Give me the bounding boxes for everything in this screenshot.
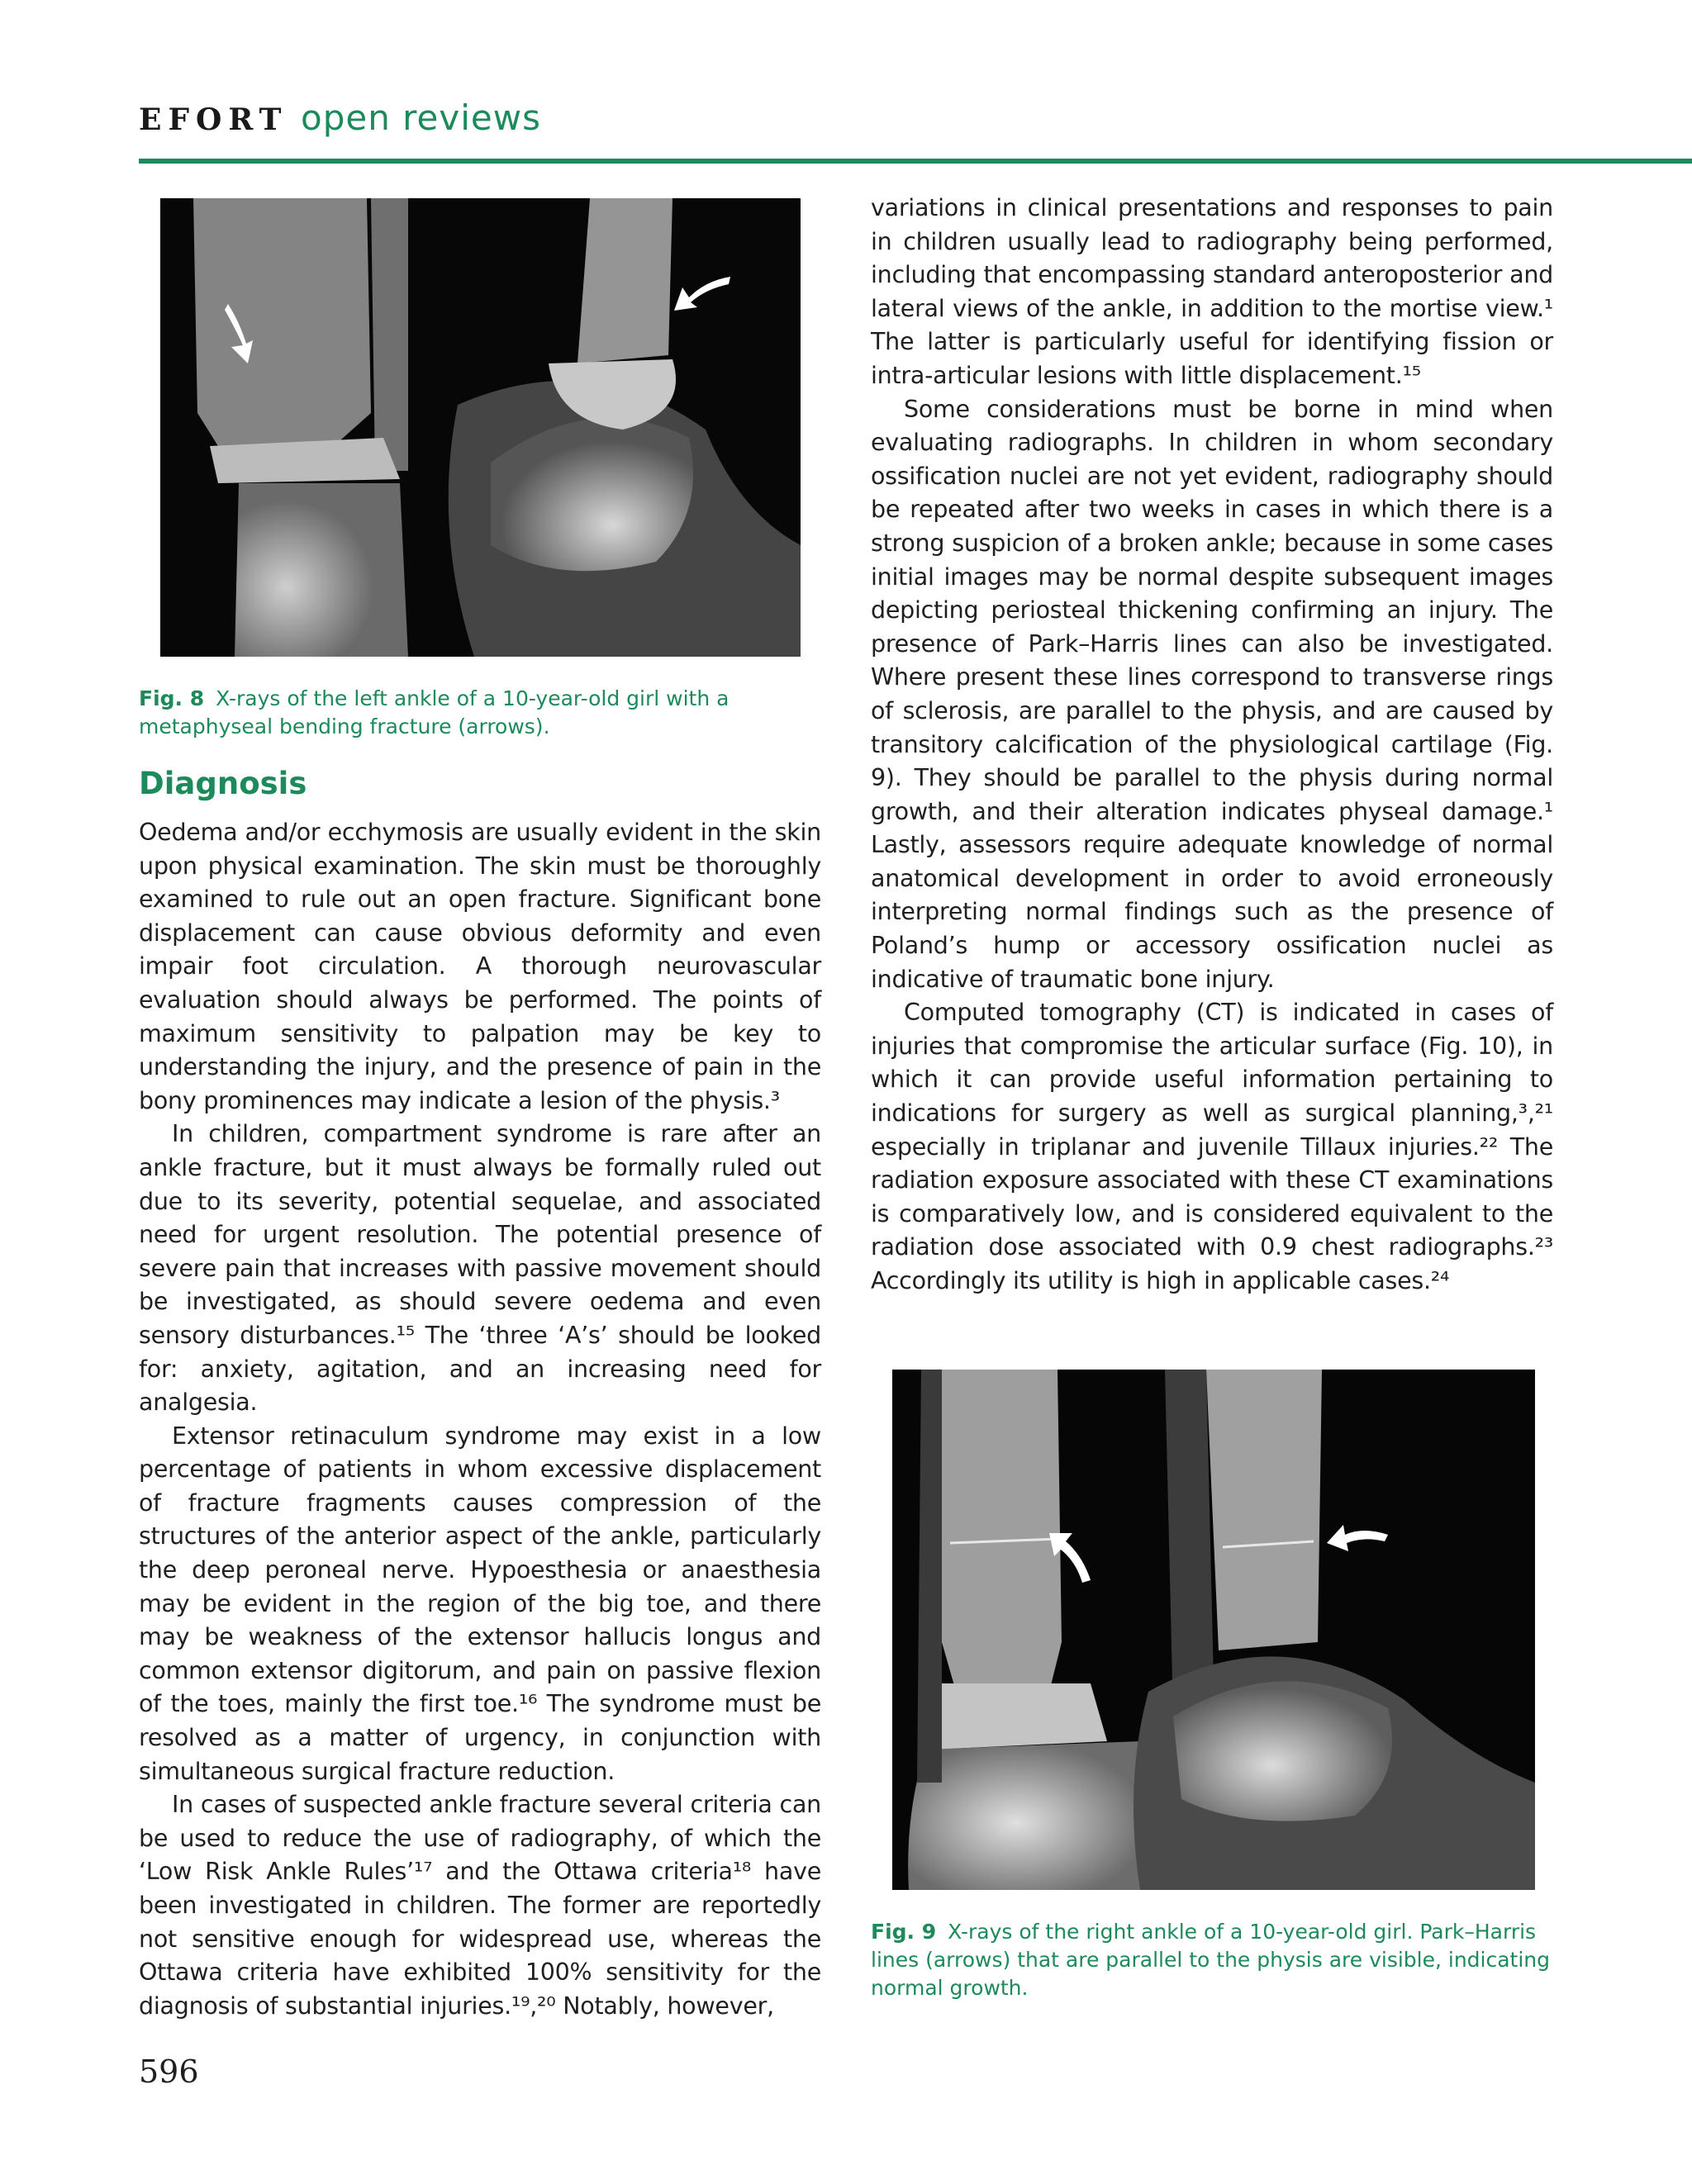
journal-header — [139, 97, 1692, 150]
diagnosis-paragraph-2: In children, compartment syndrome is rare after an ankle fracture, but it must always be formally ruled out due to its severity, potential sequelae, and associated need for urgent resolution. The potential presence of severe pain that increases with passive movement should be investigated, as should severe oedema and even sensory disturbances.¹⁵ The ‘three ‘A’s’ should be looked for: anxiety, agitation, and an increasing need for analgesia. — [139, 1120, 821, 1417]
figure-8-xray-image — [160, 198, 801, 657]
right-column — [871, 192, 1553, 2002]
figure-9-wrapper — [871, 1370, 1553, 2002]
figure-9-caption — [871, 1918, 1553, 2002]
figure-8-caption — [139, 685, 821, 741]
figure-9-caption-text: X-rays of the right ankle of a 10-year-old girl. Park–Harris lines (arrows) that are parallel to the physis are visible, indicating normal growth. — [871, 1919, 1551, 2000]
left-column — [139, 198, 821, 2023]
diagnosis-paragraph-1: Oedema and/or ecchymosis are usually evident in the skin upon physical examination. The skin must be thoroughly examined to rule out an open fracture. Significant bone displacement can cause obvious deformity and even impair foot circulation. A thorough neurovascular evaluation should always be performed. The points of maximum sensitivity to palpation may be key to understanding the injury, and the presence of pain in the bony prominences may indicate a lesion of the physis.³ — [139, 819, 821, 1114]
figure-9-label: Fig. 9 — [871, 1919, 937, 1944]
figure-8-caption-text: X-rays of the left ankle of a 10-year-old girl with a metaphyseal bending fracture (arrows). — [139, 686, 730, 738]
right-paragraph-1: variations in clinical presentations and responses to pain in children usually lead to radiography being performed, including that encompassing standard anteroposterior and lateral views of the ankle, in addition to the mortise view.¹ The latter is particularly useful for identifying fission or intra-articular lesions with little displacement.¹⁵ — [871, 194, 1553, 389]
figure-9-xray — [892, 1370, 1535, 1890]
figure-8-xray — [160, 198, 801, 657]
journal-brand-efort: EFORT — [139, 102, 288, 137]
diagnosis-paragraph-4: In cases of suspected ankle fracture several criteria can be used to reduce the use of radiography, of which the ‘Low Risk Ankle Rules’¹⁷ and the Ottawa criteria¹⁸ have been investigated in children. The former are reportedly not sensitive enough for widespread use, whereas the Ottawa criteria have exhibited 100% sensitivity for the diagnosis of substantial injuries.¹⁹,²⁰ Notably, however, — [139, 1791, 821, 2020]
journal-brand-open-reviews: open reviews — [301, 97, 541, 138]
header-rule — [139, 159, 1692, 164]
right-paragraph-3: Computed tomography (CT) is indicated in cases of injuries that compromise the articular surface (Fig. 10), in which it can provide useful information pertaining to indications for surgery as well as surgical planning,³,²¹ especially in triplanar and juvenile Tillaux injuries.²² The radiation exposure associated with these CT examinations is comparatively low, and is considered equivalent to the radiation dose associated with 0.9 chest radiographs.²³ Accordingly its utility is high in applicable cases.²⁴ — [871, 999, 1553, 1294]
figure-8-label: Fig. 8 — [139, 686, 205, 710]
right-paragraph-2: Some considerations must be borne in mind when evaluating radiographs. In children in whom secondary ossification nuclei are not yet evident, radiography should be repeated after two weeks in cases in which there is a strong suspicion of a broken ankle; because in some cases initial images may be normal despite subsequent images depicting periosteal thickening confirming an injury. The presence of Park–Harris lines can also be investigated. Where present these lines correspond to transverse rings of sclerosis, are parallel to the physis, and are caused by transitory calcification of the physiological cartilage (Fig. 9). They should be parallel to the physis during normal growth, and their alteration indicates physeal damage.¹ Lastly, assessors require adequate knowledge of normal anatomical development in order to avoid erroneously interpreting normal findings such as the presence of Poland’s hump or accessory ossification nuclei as indicative of traumatic bone injury. — [871, 395, 1553, 993]
diagnosis-paragraph-3: Extensor retinaculum syndrome may exist in a low percentage of patients in whom excessive displacement of fracture fragments causes compression of the structures of the anterior aspect of the ankle, particularly the deep peroneal nerve. Hypoesthesia or anaesthesia may be evident in the region of the big toe, and there may be weakness of the extensor hallucis longus and common extensor digitorum, and pain on passive flexion of the toes, mainly the first toe.¹⁶ The syndrome must be resolved as a matter of urgency, in conjunction with simultaneous surgical fracture reduction. — [139, 1422, 821, 1785]
section-heading-diagnosis: Diagnosis — [139, 766, 307, 801]
figure-9-xray-image — [892, 1370, 1535, 1890]
page-number: 596 — [139, 2053, 199, 2090]
